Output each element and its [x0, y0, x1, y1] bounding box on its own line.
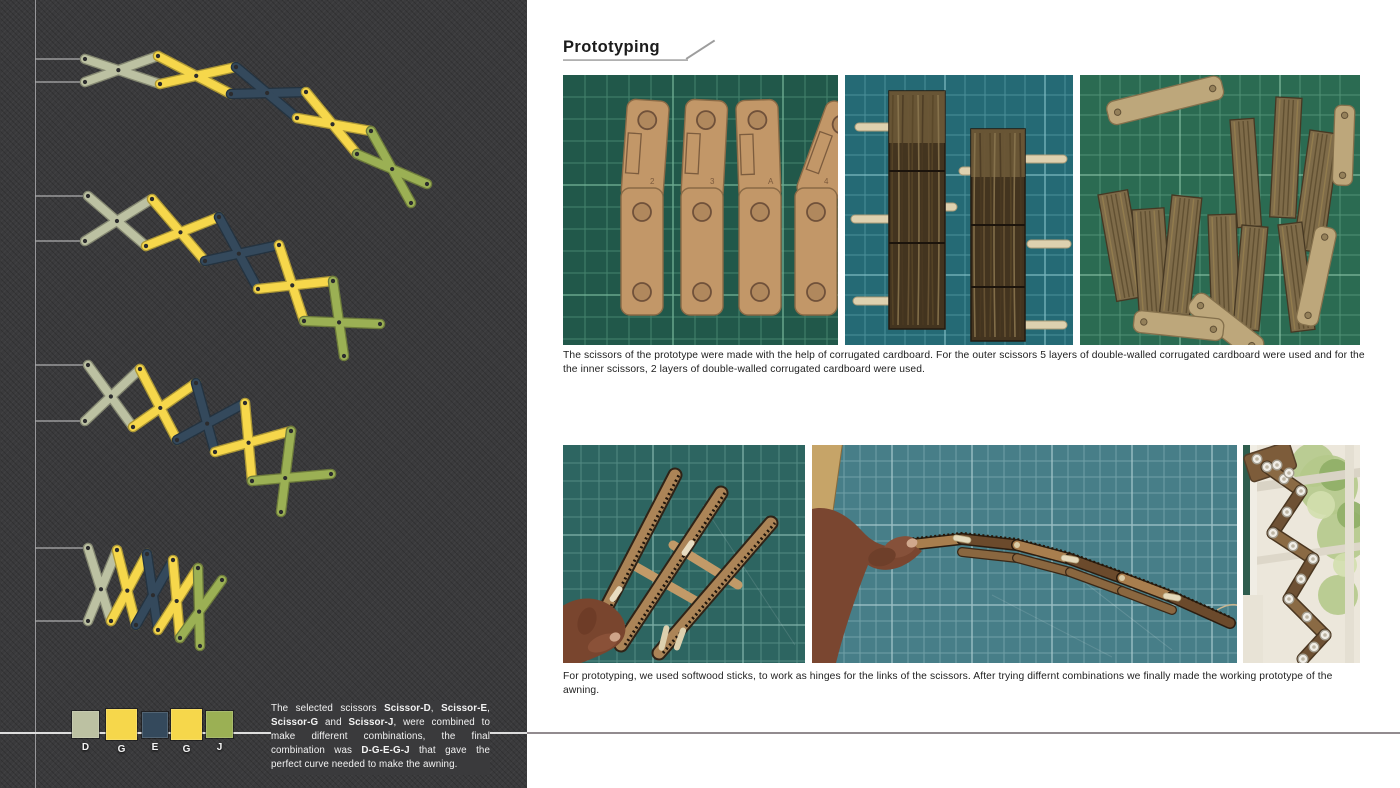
svg-text:3: 3 [710, 177, 715, 186]
combination-note: The selected scissors Scissor-D, Scissor-E, Scissor-G and Scissor-J, were combined to make different combinations, the final combination was D-G-E-G-J that gave the perfect curve needed to make the awning. [271, 701, 490, 775]
legend-swatch-j [206, 711, 233, 738]
legend-swatch-g2 [171, 709, 202, 740]
caption-materials: The scissors of the prototype were made with the help of corrugated cardboard. For the outer scissors 5 layers of double-walled corrugated cardboard were used and for the the inner scissors, 2 layers of double-walled corrugated cardboard were used. [563, 350, 1365, 375]
legend-label-j: J [216, 742, 223, 753]
svg-text:2: 2 [650, 177, 655, 186]
caption-prototyping: For prototyping, we used softwood sticks, to work as hinges for the links of the scissors. After trying differnt combinations we finally made the working prototype of the awning. [563, 671, 1333, 696]
legend-label-g1: G [117, 744, 126, 755]
legend-label-d: D [81, 742, 90, 753]
section-title: Prototyping [563, 38, 660, 56]
legend-item-g1 [106, 709, 137, 755]
legend-swatch-d [72, 711, 99, 738]
photo-corrugated-stacks [845, 75, 1073, 345]
legend-swatch-e [142, 712, 168, 738]
svg-text:A: A [768, 177, 774, 186]
diagram-panel [0, 0, 527, 788]
photo-extended-mechanism [812, 445, 1237, 663]
legend-label-g2: G [182, 744, 191, 755]
legend-label-e: E [151, 742, 159, 753]
legend-item-j [206, 711, 233, 753]
prototyping-panel [527, 0, 1400, 788]
legend-swatch-g1 [106, 709, 137, 740]
scissor-combination-diagram [0, 0, 527, 788]
photo-pieces-pile [1080, 75, 1360, 345]
svg-text:4: 4 [824, 177, 829, 186]
photo-folded-mechanism [563, 445, 805, 663]
photo-cardboard-cutouts [563, 75, 838, 345]
legend-item-g2 [171, 709, 202, 755]
photo-hanging-prototype [1243, 445, 1360, 663]
title-underline [563, 59, 688, 61]
legend-item-d [72, 711, 99, 753]
title-slash-mark [686, 40, 715, 60]
legend-item-e [142, 712, 168, 753]
